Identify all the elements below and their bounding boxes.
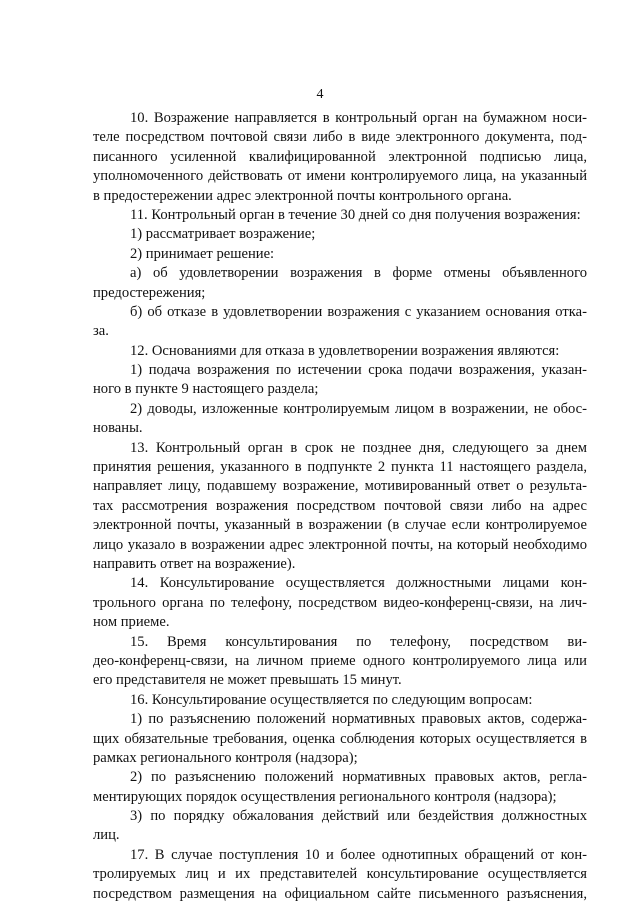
text-line: предостережения; <box>93 284 206 301</box>
page-number: 4 <box>316 87 324 102</box>
text-line: лиц. <box>93 827 120 844</box>
text-line: ментирующих порядок осуществления регионального контроля (надзора); <box>93 788 557 805</box>
text-line: б) об отказе в удовлетворении возражения с указанием основания отка- <box>130 303 587 320</box>
text-line: писанного усиленной квалифицированной электронной подписью лица, <box>93 148 587 165</box>
text-line: 2) по разъяснению положений нормативных правовых актов, регла- <box>130 769 587 786</box>
text-line: 1) рассматривает возражение; <box>130 226 316 243</box>
text-line: 1) подача возражения по истечении срока подачи возражения, указан- <box>130 362 587 379</box>
document-body <box>93 109 587 904</box>
text-line: щих обязательные требования, оценка соблюдения которых осуществляется в <box>93 730 587 747</box>
text-line: трольного органа по телефону, посредством видео-конференц-связи, на лич- <box>93 594 587 611</box>
text-line: 10. Возражение направляется в контрольный орган на бумажном носи- <box>130 110 587 126</box>
text-line: электронной почты, указанный в возражении (в случае если контролируемое <box>93 517 587 534</box>
text-line: 3) по порядку обжалования действий или бездействия должностных <box>130 808 587 825</box>
text-line: теле посредством почтовой связи либо в виде электронного документа, под- <box>93 129 587 146</box>
text-line: направляет лицу, подавшему возражение, мотивированный ответ о результа- <box>93 478 587 495</box>
text-line: 15. Время консультирования по телефону, посредством ви- <box>130 633 587 650</box>
text-line: 11. Контрольный орган в течение 30 дней со дня получения возражения: <box>130 206 581 223</box>
text-line: ном приеме. <box>93 614 170 631</box>
text-line: лицо указало в возражении адрес электронной почты, на который необходимо <box>93 536 587 553</box>
text-line: тах рассмотрения возражения посредством почтовой связи либо на адрес <box>93 497 587 514</box>
text-line: ного в пункте 9 настоящего раздела; <box>93 381 319 398</box>
text-line: рамках регионального контроля (надзора); <box>93 749 358 766</box>
text-line: 13. Контрольный орган в срок не позднее дня, следующего за днем <box>130 439 587 456</box>
text-line: тролируемых лиц и их представителей консультирование осуществляется <box>93 866 587 883</box>
text-line: 12. Основаниями для отказа в удовлетворении возражения являются: <box>130 342 560 359</box>
text-line: 1) по разъяснению положений нормативных правовых актов, содержа- <box>130 711 587 728</box>
text-line: 16. Консультирование осуществляется по следующим вопросам: <box>130 691 533 708</box>
text-line: а) об удовлетворении возражения в форме отмены объявленного <box>130 265 587 282</box>
text-line: посредством размещения на официальном сайте письменного разъяснения, <box>93 885 587 902</box>
text-line: его представителя не может превышать 15 минут. <box>93 672 402 689</box>
text-line: 2) принимает решение: <box>130 245 275 262</box>
text-line: 2) доводы, изложенные контролируемым лицом в возражении, не обос- <box>130 400 587 417</box>
text-line: в предостережении адрес электронной почты контрольного органа. <box>93 187 512 204</box>
text-line: нованы. <box>93 420 143 437</box>
text-line: 14. Консультирование осуществляется должностными лицами кон- <box>130 575 587 592</box>
text-line: 17. В случае поступления 10 и более однотипных обращений от кон- <box>130 846 587 863</box>
text-line: принятия решения, указанного в подпункте 2 пункта 11 настоящего раздела, <box>93 459 587 476</box>
text-line: за. <box>93 323 109 340</box>
text-line: направить ответ на возражение). <box>93 555 296 572</box>
text-line: уполномоченного действовать от имени контролируемого лица, на указанный <box>93 168 587 185</box>
text-line: део-конференц-связи, на личном приеме одного контролируемого лица или <box>93 652 587 669</box>
